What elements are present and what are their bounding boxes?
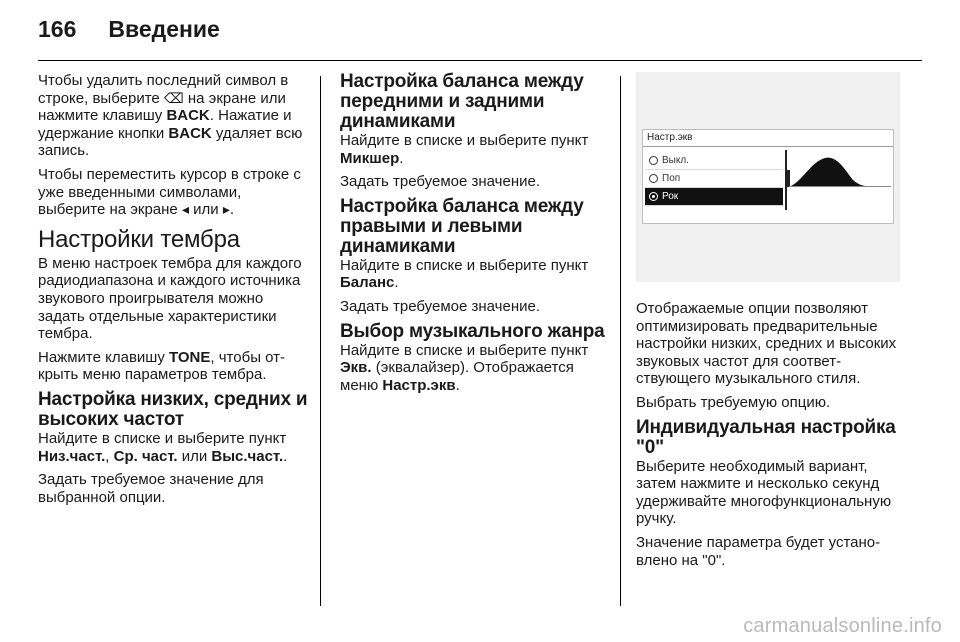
heading-balance: Настройка баланса между правыми и левыми динамиками [340,195,584,257]
column-middle [340,72,615,400]
eq-screen [642,129,894,224]
backspace-icon: ⌫ [163,89,184,106]
balance-label: Баланс [340,274,395,292]
page-title: Введение [108,16,220,42]
balance-set-paragraph: Задать требуемое значение. [340,297,541,315]
eq-menu-item-label: Выкл. [662,155,689,166]
radio-icon [649,156,658,165]
eq-screen-title: Настр.экв [647,132,693,143]
arrow-right-icon: ▸ [222,201,230,218]
eq-menu-item[interactable] [645,152,783,170]
options-paragraph: Отображаемые опции позволяют оптимизировать предварительные настройки низких, средних и высоких звуковых частот для соответствующего музыкального стиля. [636,300,897,388]
eq-screen-illustration [636,72,900,282]
arrow-left-icon: ◂ [181,201,189,218]
watermark: carmanualsonline.info [743,615,942,637]
column-divider-right [620,76,621,606]
mid-freq-label: Ср. част. [113,447,178,465]
column-left [38,72,310,512]
set-value-paragraph: Задать требуемое значение для выбранной опции. [38,471,264,506]
column-right [636,72,908,575]
radio-icon [649,192,658,201]
mixer-label: Микшер [340,149,400,167]
page-header [38,16,220,50]
fader-set-paragraph: Задать требуемое значение. [340,173,541,191]
frequency-paragraph: Найдите в списке и выберите пункт Низ.част., Ср. част. или Выс.част.. [38,429,288,465]
heading-individual: Индивидуальная настройка "0" [636,416,896,458]
high-freq-label: Выс.част. [211,447,284,465]
eq-screen-title-divider [643,146,893,147]
column-divider-left [320,76,321,606]
heading-genre: Выбор музыкального жанра [340,320,605,342]
heading-tone-settings: Настройки тембра [38,225,240,253]
eq-menu [645,152,783,206]
eq-menu-item-label: Поп [662,173,681,184]
heading-fader: Настройка баланса между передними и задними динамиками [340,71,584,132]
back-key-label: BACK [166,107,210,125]
balance-paragraph: Найдите в списке и выберите пункт Баланс. [340,256,589,292]
tone-intro-paragraph: В меню настроек тембра для каждого радиодиапазона и каждого источника звукового проигрывателя можно задать отдельные характеристики тембра. [38,254,302,343]
eq-label: Экв. [340,359,372,377]
page-number: 166 [38,16,77,42]
cursor-paragraph: Чтобы переместить курсор в строке с уже введенными символами, выберите на экране ◂ или ▸. [38,165,301,219]
back-key-label-2: BACK [168,124,212,142]
eq-menu-item[interactable] [645,170,783,188]
tone-key-paragraph: Нажмите клавишу TONE, чтобы открыть меню параметров тембра. [38,348,286,384]
choose-option-paragraph: Выбрать требуемую опцию. [636,393,831,411]
eq-menu-item-label: Рок [662,191,679,202]
eq-curve-shape [791,158,867,186]
radio-icon [649,174,658,183]
low-freq-label: Низ.част. [38,447,106,465]
reset-paragraph: Значение параметра будет установлено на "0". [636,533,881,569]
tone-key-label: TONE [169,348,211,366]
individual-paragraph: Выберите необходимый вариант, затем нажмите и несколько секунд удерживайте многофункциональную ручку. [636,457,892,528]
eq-menu-item[interactable] [645,188,783,206]
eq-menu-label: Настр.экв [382,376,456,394]
delete-char-paragraph: Чтобы удалить последний символ в строке, выберите ⌫ на экране или нажмите клавишу BACK. Нажатие и удержание кнопки BACK удаляет всю запись. [38,72,303,160]
genre-paragraph: Найдите в списке и выберите пункт Экв. (эквалайзер). Отображается меню Настр.экв. [340,341,589,394]
heading-frequency-settings: Настройка низких, средних и высоких частот [38,388,308,430]
eq-curve-graphic [789,150,893,190]
fader-paragraph: Найдите в списке и выберите пункт Микшер. [340,132,589,167]
header-divider [38,60,922,61]
